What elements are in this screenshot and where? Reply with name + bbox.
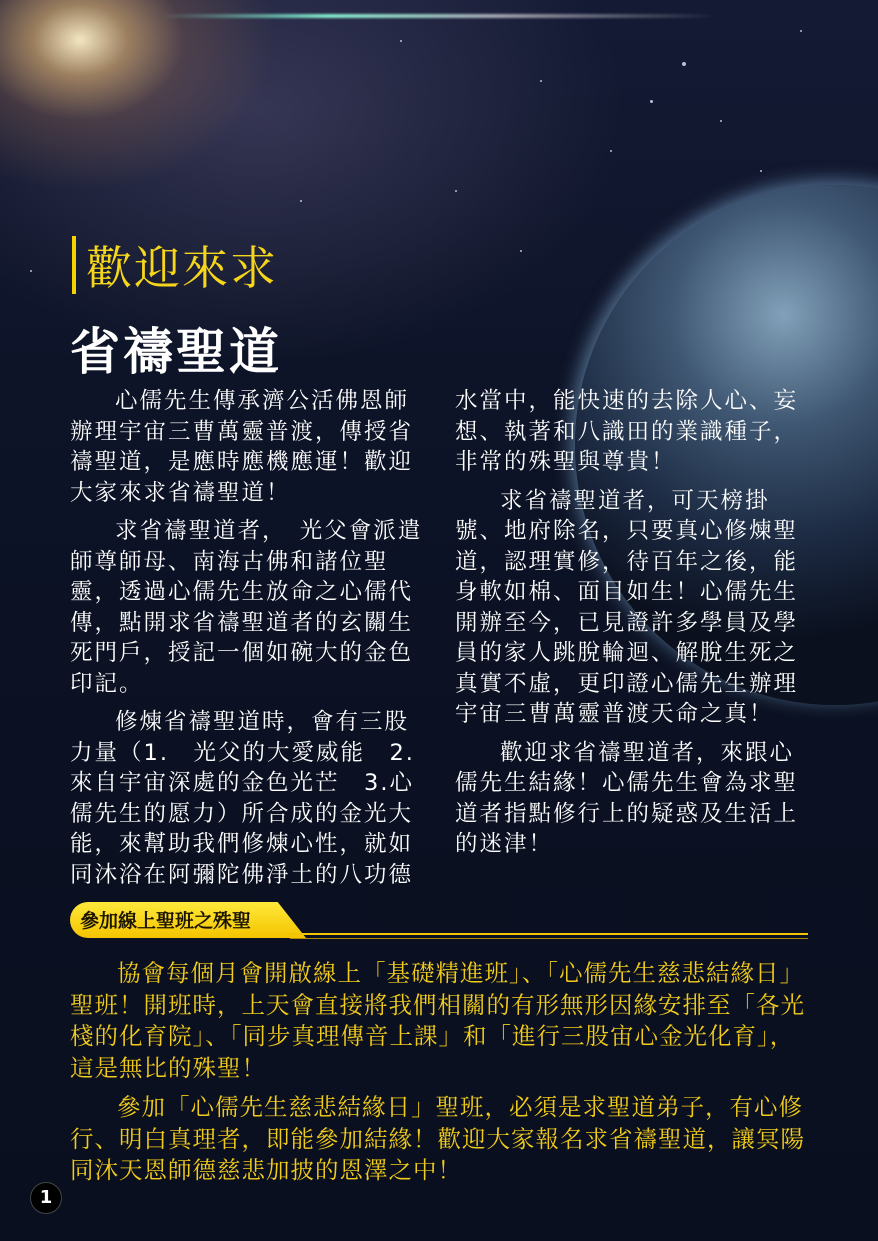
light-flare — [160, 14, 720, 18]
section-divider — [290, 933, 808, 935]
paragraph: 參加「心儒先生慈悲結緣日」聖班，必須是求聖道弟子，有心修行、明白真理者，即能參加結緣！歡迎大家報名求省禱聖道，讓冥陽同沐天恩師德慈悲加披的恩澤之中！ — [70, 1093, 805, 1184]
paragraph: 求省禱聖道者， 光父會派遣師尊師母、南海古佛和諸位聖靈，透過心儒先生放命之心儒代傳，點開求省禱聖道者的玄關生死門戶，授記一個如碗大的金色印記。 — [70, 518, 423, 697]
title-accent-bar — [72, 236, 76, 294]
paragraph-continuation: 水當中，能快速的去除人心、妄想、執著和八識田的業識種子，非常的殊聖與尊貴！ — [455, 388, 799, 475]
paragraph: 協會每個月會開啟線上「基礎精進班」、「心儒先生慈悲結緣日」聖班！開班時，上天會直接將我們相關的有形無形因緣安排至「各光棧的化育院」、「同步真理傳音上課」和「進行三股宙心金光化育」，這是無比的殊聖！ — [70, 959, 805, 1082]
paragraph: 求省禱聖道者，可天榜掛號、地府除名，只要真心修煉聖道，認理實修，待百年之後，能身軟如棉、面目如生！心儒先生開辦至今，已見證許多學員及學員的家人跳脫輪迴、解脫生死之真實不虛，更印證心儒先生辦理宇宙三曹萬靈普渡天命之真！ — [455, 487, 799, 727]
paragraph: 修煉省禱聖道時，會有三股力量（1. 光父的大愛威能 2.來自宇宙深處的金色光芒 3.心儒先生的愿力）所合成的金光大能，來幫助我們修煉心性，就如同沐浴在阿彌陀佛淨土的八功德 — [70, 709, 415, 888]
right-column — [455, 386, 809, 868]
section-heading: 參加線上聖班之殊聖 — [80, 910, 252, 932]
page-number: 1 — [30, 1182, 62, 1214]
section-divider-shadow — [290, 938, 808, 939]
title-line-1: 歡迎來求 — [86, 241, 278, 295]
paragraph: 心儒先生傳承濟公活佛恩師辦理宇宙三曹萬靈普渡，傳授省禱聖道，是應時應機應運！歡迎大家來求省禱聖道！ — [70, 388, 414, 506]
left-column — [70, 386, 424, 898]
section-body — [70, 958, 810, 1195]
title-line-2: 省禱聖道 — [70, 323, 282, 381]
paragraph: 歡迎求省禱聖道者，來跟心儒先生結緣！心儒先生會為求聖道者指點修行上的疑惑及生活上的迷津！ — [455, 739, 799, 857]
